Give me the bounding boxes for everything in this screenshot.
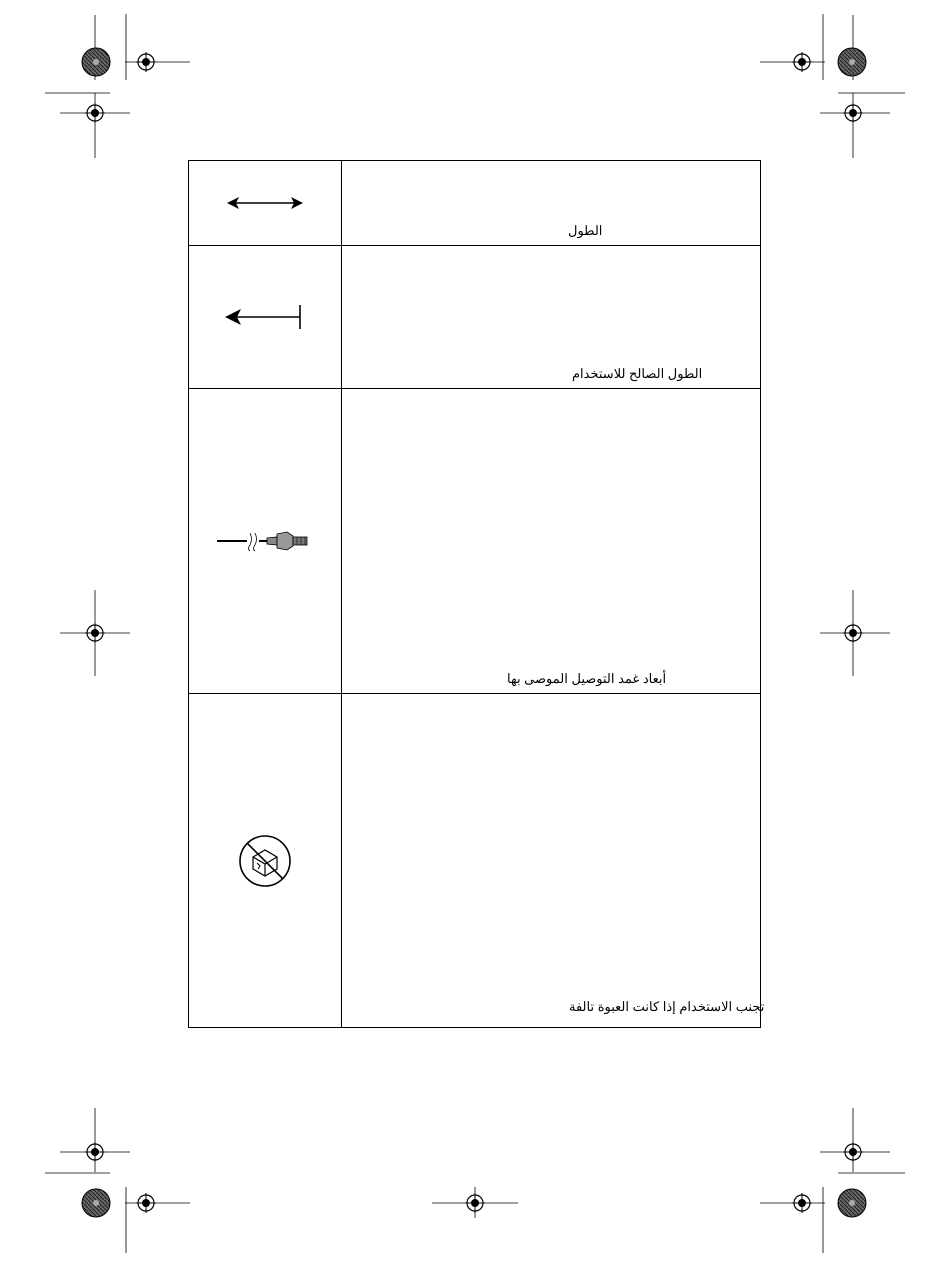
symbol-cell — [189, 694, 342, 1028]
table-row — [189, 389, 761, 694]
symbol-label: الطول — [568, 223, 603, 238]
table-row — [189, 694, 761, 1028]
table-row — [189, 161, 761, 246]
description-cell — [342, 246, 761, 389]
symbol-cell — [189, 246, 342, 389]
arrow-to-bar-icon — [223, 302, 307, 332]
symbol-label: الطول الصالح للاستخدام — [572, 366, 703, 381]
symbol-label: أبعاد غمد التوصيل الموصى بها — [507, 671, 667, 686]
symbols-table — [188, 160, 765, 1028]
symbol-label: تجنب الاستخدام إذا كانت العبوة تالفة — [569, 999, 765, 1014]
description-cell — [342, 694, 765, 1028]
connector-sheath-icon — [215, 529, 315, 553]
symbol-cell — [189, 389, 342, 694]
description-cell — [342, 389, 761, 694]
double-arrow-icon — [225, 193, 305, 213]
symbol-cell — [189, 161, 342, 246]
table-row — [189, 246, 761, 389]
description-cell — [342, 161, 761, 246]
do-not-use-damaged-package-icon — [237, 833, 293, 889]
